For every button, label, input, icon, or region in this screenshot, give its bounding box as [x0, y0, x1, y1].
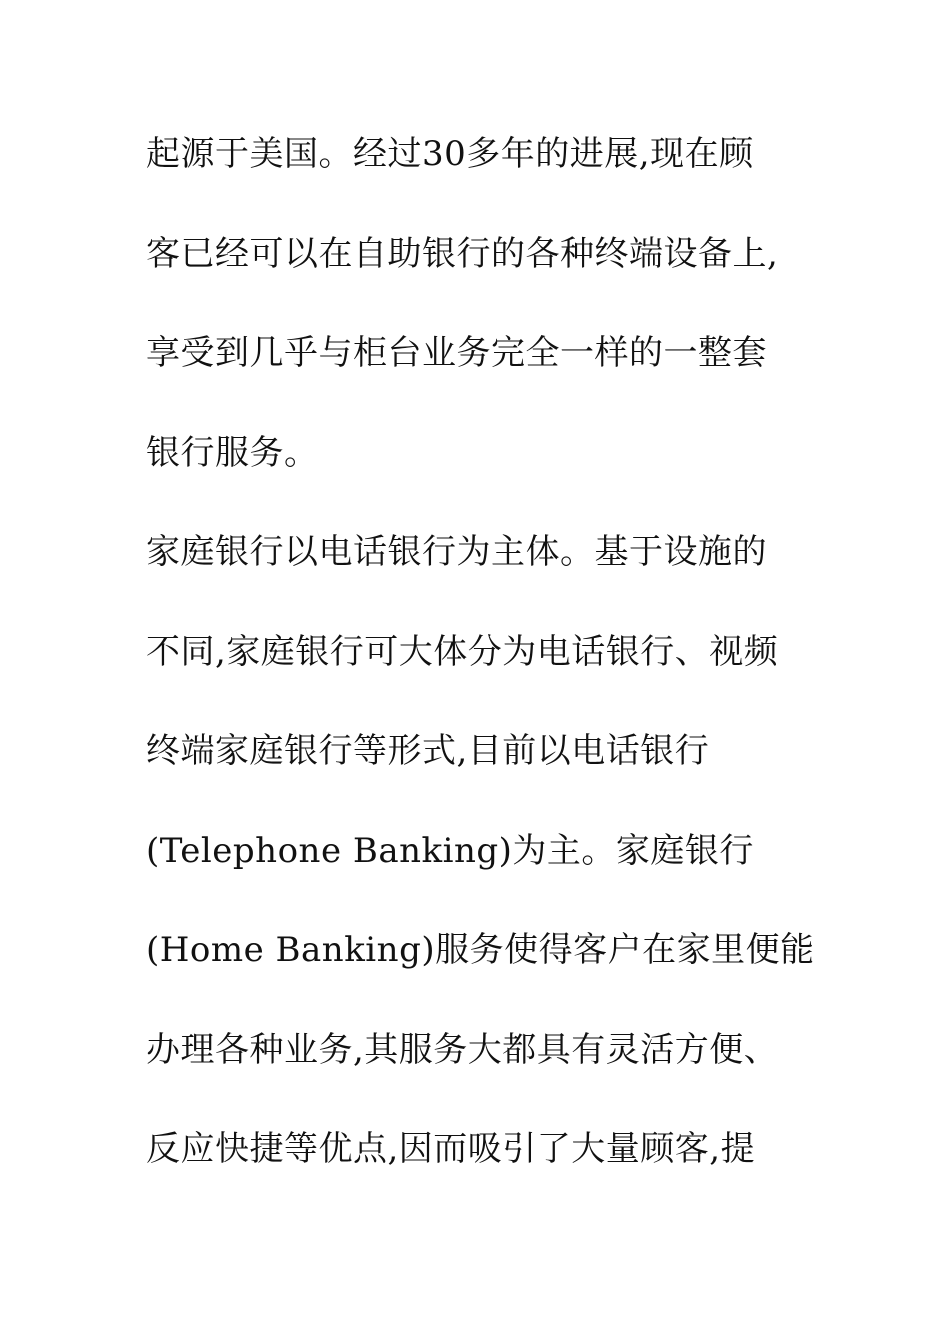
text-line: 客已经可以在自助银行的各种终端设备上, [146, 233, 779, 274]
text-line: 办理各种业务,其服务大都具有灵活方便、 [146, 1029, 779, 1070]
text-line: 反应快捷等优点,因而吸引了大量顾客,提 [146, 1129, 756, 1169]
text-line: 起源于美国。经过30多年的进展,现在顾 [146, 134, 754, 174]
text-line: 家庭银行以电话银行为主体。基于设施的 [146, 532, 767, 572]
text-line: (Home Banking)服务使得客户在家里便能 [146, 930, 815, 970]
text-line: 银行服务。 [146, 432, 319, 473]
text-line: (Telephone Banking)为主。家庭银行 [146, 830, 754, 871]
text-line: 享受到几乎与柜台业务完全一样的一整套 [146, 333, 767, 373]
body-text [146, 128, 836, 1223]
text-line: 不同,家庭银行可大体分为电话银行、视频 [146, 631, 779, 672]
text-line: 终端家庭银行等形式,目前以电话银行 [146, 731, 710, 771]
